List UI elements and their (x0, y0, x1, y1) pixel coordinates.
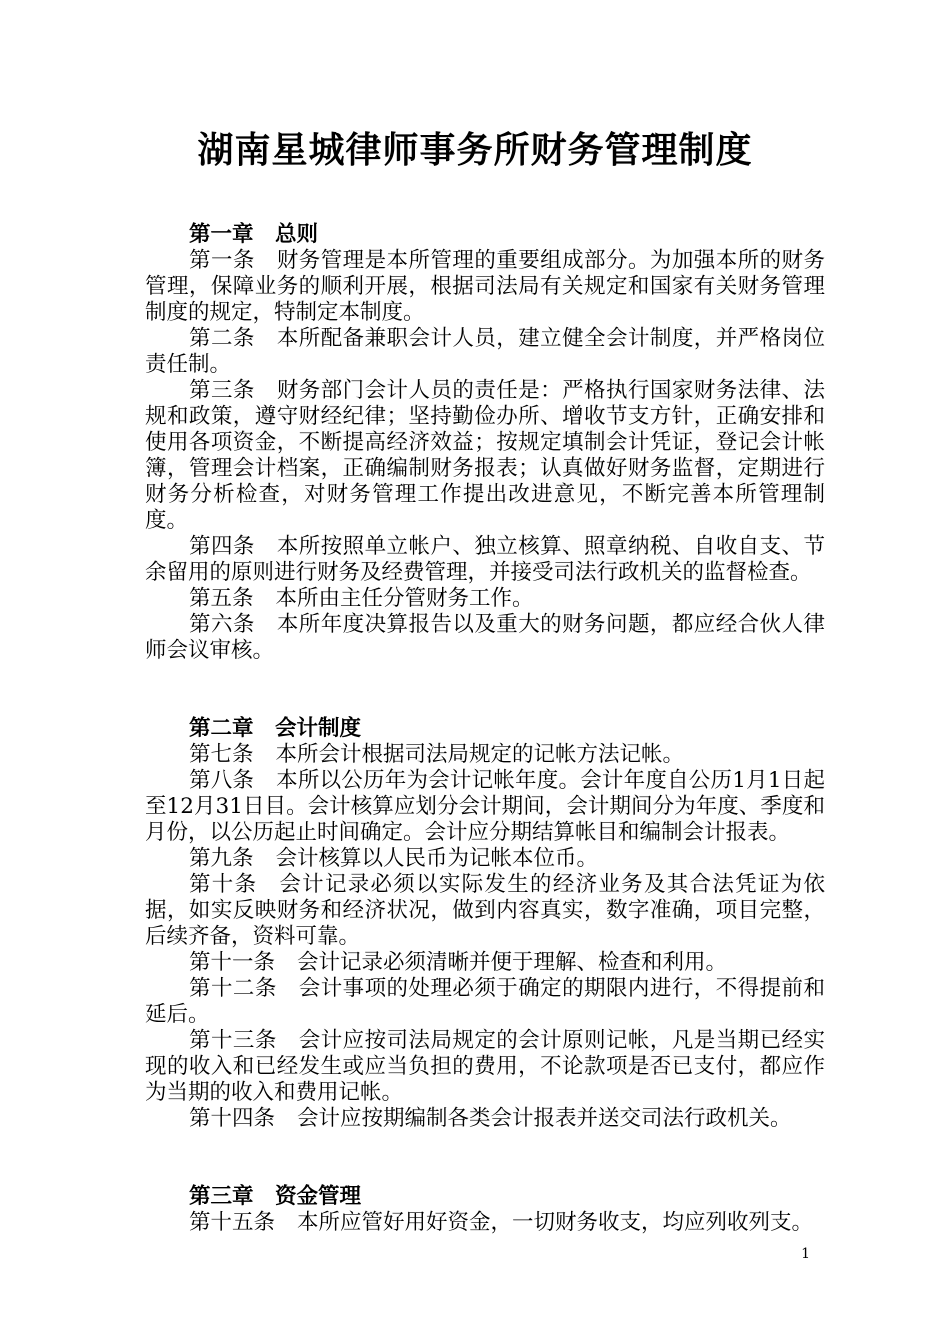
article-1 (145, 248, 825, 326)
article-label: 第十一条 (189, 950, 276, 975)
article-5 (145, 586, 825, 612)
article-text: 本所应管好用好资金，一切财务收支，均应列收列支。 (297, 1210, 814, 1235)
article-text: 会计记录必须以实际发生的经济业务及其合法凭证为依据，如实反映财务和经济状况，做到内容真实，数字准确，项目完整，后续齐备，资料可靠。 (145, 872, 825, 949)
article-label: 第五条 (189, 586, 254, 611)
article-label: 第九条 (189, 846, 254, 871)
article-text: 本所会计根据司法局规定的记帐方法记帐。 (275, 742, 685, 767)
article-label: 第一条 (189, 248, 255, 273)
article-7 (145, 742, 825, 768)
article-text: 财务管理是本所管理的重要组成部分。为加强本所的财务管理，保障业务的顺利开展，根据司法局有关规定和国家有关财务管理制度的规定，特制定本制度。 (145, 248, 825, 325)
chapter-spacer (145, 1132, 825, 1184)
chapter-heading: 第一章 总则 (189, 222, 319, 247)
article-8 (145, 768, 825, 846)
chapter-3 (145, 1184, 825, 1236)
article-label: 第六条 (189, 612, 255, 637)
article-label: 第八条 (189, 768, 255, 793)
article-text: 本所年度决算报告以及重大的财务问题，都应经合伙人律师会议审核。 (145, 612, 825, 663)
chapter-2 (145, 716, 825, 1132)
article-text: 本所配备兼职会计人员，建立健全会计制度，并严格岗位责任制。 (145, 326, 825, 377)
article-14 (145, 1106, 825, 1132)
article-11 (145, 950, 825, 976)
article-label: 第十四条 (189, 1106, 276, 1131)
article-text: 本所由主任分管财务工作。 (275, 586, 534, 611)
article-4 (145, 534, 825, 586)
article-text: 会计应按期编制各类会计报表并送交司法行政机关。 (297, 1106, 792, 1131)
article-text: 会计记录必须清晰并便于理解、检查和利用。 (297, 950, 728, 975)
article-2 (145, 326, 825, 378)
article-6 (145, 612, 825, 664)
chapter-spacer (145, 664, 825, 716)
article-label: 第十条 (189, 872, 258, 897)
article-text: 本所按照单立帐户、独立核算、照章纳税、自收自支、节余留用的原则进行财务及经费管理，并接受司法行政机关的监督检查。 (145, 534, 825, 585)
chapter-heading: 第三章 资金管理 (189, 1184, 362, 1209)
article-label: 第十二条 (189, 976, 277, 1001)
article-label: 第七条 (189, 742, 254, 767)
article-label: 第十五条 (189, 1210, 276, 1235)
chapter-heading: 第二章 会计制度 (189, 716, 362, 741)
article-label: 第二条 (189, 326, 255, 351)
article-13 (145, 1028, 825, 1106)
article-12 (145, 976, 825, 1028)
article-label: 第四条 (189, 534, 255, 559)
article-text: 会计事项的处理必须于确定的期限内进行，不得提前和延后。 (145, 976, 825, 1027)
article-label: 第十三条 (189, 1028, 277, 1053)
chapter-1 (145, 222, 825, 664)
page-title: 湖南星城律师事务所财务管理制度 (197, 130, 753, 171)
article-10 (145, 872, 825, 950)
article-9 (145, 846, 825, 872)
page-number: 1 (801, 1246, 810, 1262)
article-label: 第三条 (189, 378, 255, 403)
article-text: 会计应按司法局规定的会计原则记帐，凡是当期已经实现的收入和已经发生或应当负担的费用，不论款项是否已支付，都应作为当期的收入和费用记帐。 (145, 1028, 825, 1105)
article-15 (145, 1210, 825, 1236)
article-text: 财务部门会计人员的责任是：严格执行国家财务法律、法规和政策，遵守财经纪律；坚持勤俭办所、增收节支方针，正确安排和使用各项资金，不断提高经济效益；按规定填制会计凭证，登记会计帐簿，管理会计档案，正确编制财务报表；认真做好财务监督，定期进行财务分析检查，对财务管理工作提出改进意见，不断完善本所管理制度。 (145, 378, 825, 533)
document-body (145, 222, 825, 1236)
article-text: 会计核算以人民币为记帐本位币。 (275, 846, 599, 871)
article-text: 本所以公历年为会计记帐年度。会计年度自公历1月1日起至12月31日目。会计核算应划分会计期间，会计期间分为年度、季度和月份，以公历起止时间确定。会计应分期结算帐目和编制会计报表。 (145, 768, 825, 845)
article-3 (145, 378, 825, 534)
